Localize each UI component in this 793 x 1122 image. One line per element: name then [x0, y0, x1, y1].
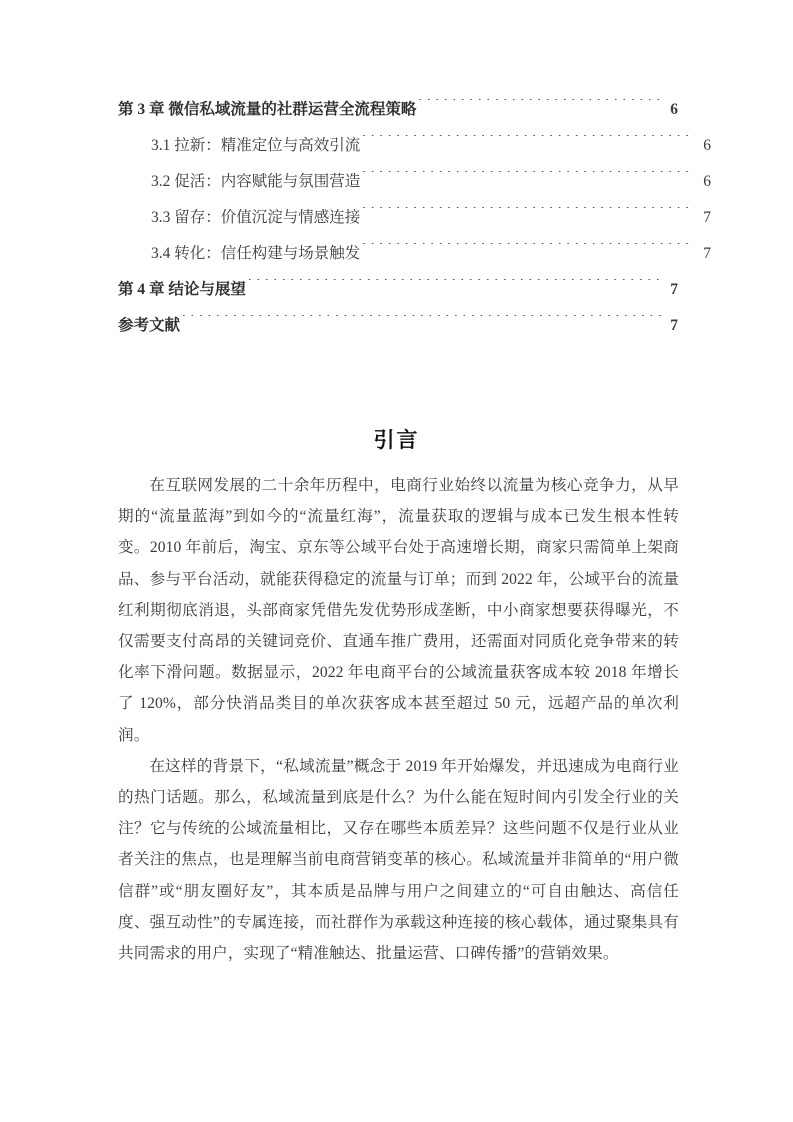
toc-entry-label: 3.2 促活：内容赋能与氛围营造 — [151, 173, 361, 190]
section-heading-introduction: 引言 — [373, 428, 420, 453]
introduction-body — [118, 470, 679, 969]
toc-dot-leader — [418, 99, 662, 115]
toc-entry-3-3[interactable] — [118, 200, 711, 236]
toc-entry-label: 3.3 留存：价值沉淀与情感连接 — [151, 209, 361, 226]
toc-dot-leader — [362, 135, 695, 151]
toc-page-number: 6 — [670, 101, 678, 118]
introduction-paragraph-2: 在这样的背景下，“私域流量”概念于 2019 年开始爆发，并迅速成为电商行业的热门话题。那么，私域流量到底是什么？为什么能在短时间内引发全行业的关注？它与传统的公域流量相比，又存在哪些本质差异？这些问题不仅是行业从业者关注的焦点，也是理解当前电商营销变革的核心。私域流量并非简单的“用户微信群”或“朋友圈好友”，其本质是品牌与用户之间建立的“可自由触达、高信任度、强互动性”的专属连接，而社群作为承载这种连接的核心载体，通过聚集具有共同需求的用户，实现了“精准触达、批量运营、口碑传播”的营销效果。 — [118, 757, 679, 963]
toc-entry-references[interactable] — [118, 308, 678, 344]
toc-page-number: 7 — [670, 317, 678, 334]
toc-entry-label: 3.4 转化：信任构建与场景触发 — [151, 245, 361, 262]
table-of-contents — [118, 92, 711, 344]
toc-entry-3-4[interactable] — [118, 236, 711, 272]
toc-entry-3-1[interactable] — [118, 128, 711, 164]
toc-entry-chapter-4[interactable] — [118, 272, 678, 308]
introduction-paragraph-1: 在互联网发展的二十余年历程中，电商行业始终以流量为核心竞争力，从早期的“流量蓝海”到如今的“流量红海”，流量获取的逻辑与成本已发生根本性转变。2010 年前后，淘宝、京东等公域平台处于高速增长期，商家只需简单上架商品、参与平台活动，就能获得稳定的流量与订单；而到 2022 年，公域平台的流量红利期彻底消退，头部商家凭借先发优势形成垄断，中小商家想要获得曝光，不仅需要支付高昂的关键词竞价、直通车推广费用，还需面对同质化竞争带来的转化率下滑问题。数据显示，2022 年电商平台的公域流量获客成本较 2018 年增长了 120%，部分快消品类目的单次获客成本甚至超过 50 元，远超产品的单次利润。 — [118, 477, 679, 744]
toc-page-number: 6 — [703, 137, 711, 154]
toc-entry-label: 第 4 章 结论与展望 — [118, 281, 246, 298]
toc-dot-leader — [248, 279, 662, 295]
toc-entry-chapter-3[interactable] — [118, 92, 678, 128]
toc-page-number: 6 — [703, 173, 711, 190]
toc-page-number: 7 — [670, 281, 678, 298]
toc-entry-3-2[interactable] — [118, 164, 711, 200]
toc-dot-leader — [182, 315, 662, 331]
toc-entry-label: 参考文献 — [118, 317, 181, 334]
toc-dot-leader — [362, 243, 695, 259]
toc-entry-label: 3.1 拉新：精准定位与高效引流 — [151, 137, 361, 154]
toc-page-number: 7 — [703, 209, 711, 226]
toc-entry-label: 第 3 章 微信私域流量的社群运营全流程策略 — [118, 101, 417, 118]
toc-dot-leader — [362, 171, 695, 187]
toc-page-number: 7 — [703, 245, 711, 262]
toc-dot-leader — [362, 207, 695, 223]
